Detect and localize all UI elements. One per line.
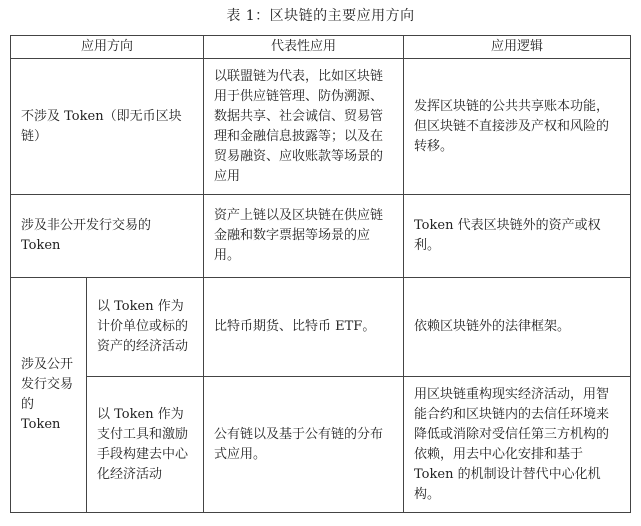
logic-cell: Token 代表区块链外的资产或权利。 (404, 195, 631, 278)
subdirection-cell: 以 Token 作为计价单位或标的资产的经济活动 (87, 278, 204, 377)
group-direction-cell: 涉及公开发行交易的 Token (11, 278, 87, 513)
subdirection-cell: 以 Token 作为支付工具和激励手段构建去中心化经济活动 (87, 377, 204, 513)
application-cell: 资产上链以及区块链在供应链金融和数字票据等场景的应用。 (204, 195, 404, 278)
header-logic: 应用逻辑 (404, 36, 631, 59)
table-row (11, 278, 631, 377)
logic-cell: 依赖区块链外的法律框架。 (404, 278, 631, 377)
application-cell: 比特币期货、比特币 ETF。 (204, 278, 404, 377)
header-row (11, 36, 631, 59)
header-application: 代表性应用 (204, 36, 404, 59)
table-row (11, 59, 631, 195)
application-cell: 公有链以及基于公有链的分布式应用。 (204, 377, 404, 513)
direction-cell: 不涉及 Token（即无币区块链） (11, 59, 204, 195)
table-row (11, 195, 631, 278)
header-direction: 应用方向 (11, 36, 204, 59)
logic-cell: 发挥区块链的公共共享账本功能，但区块链不直接涉及产权和风险的转移。 (404, 59, 631, 195)
application-table (10, 35, 631, 513)
table-row (11, 377, 631, 513)
application-cell: 以联盟链为代表，比如区块链用于供应链管理、防伪溯源、数据共享、社会诚信、贸易管理和金融信息披露等；以及在贸易融资、应收账款等场景的应用 (204, 59, 404, 195)
logic-cell: 用区块链重构现实经济活动，用智能合约和区块链内的去信任环境来降低或消除对受信任第三方机构的依赖，用去中心化安排和基于 Token 的机制设计替代中心化机构。 (404, 377, 631, 513)
table-caption: 表 1：区块链的主要应用方向 (226, 8, 415, 24)
direction-cell: 涉及非公开发行交易的 Token (11, 195, 204, 278)
